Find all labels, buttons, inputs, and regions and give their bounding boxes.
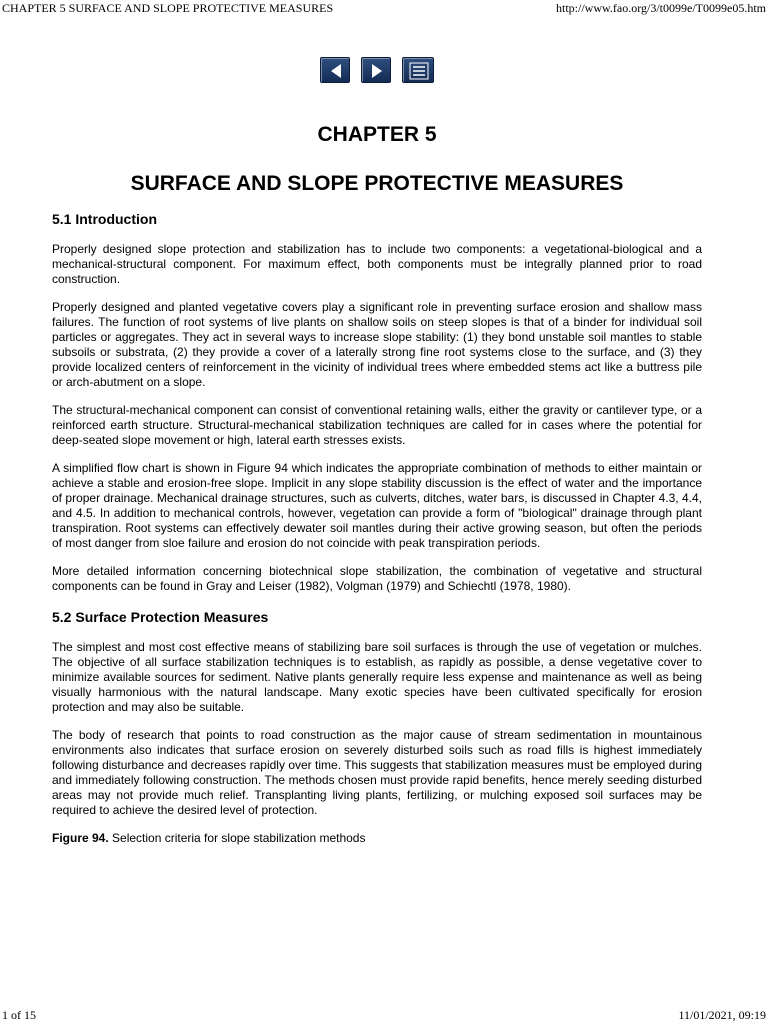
chapter-title: SURFACE AND SLOPE PROTECTIVE MEASURES: [130, 172, 624, 195]
section-heading-surface-protection: 5.2 Surface Protection Measures: [52, 609, 269, 625]
arrow-left-icon: [321, 58, 351, 84]
paragraph: The simplest and most cost effective means of stabilizing bare soil surfaces is through the use of vegetation or mulches. The objective of all surface stabilization techniques is to establish, as rapidly as possible, a dense vegetative cover to minimize available sources for sediment. Native plants generally require less expense and maintenance as well as being visually harmonious with the natural landscape. Many exotic species have been cultivated specifically for erosion protection and may also be suitable.: [52, 640, 702, 714]
document-body: [52, 120, 702, 846]
paragraph: The structural-mechanical component can consist of conventional retaining walls, either the gravity or cantilever type, or a reinforced earth structure. Structural-mechanical stabilization techniques are called for in cases where the potential for deep-seated slope movement or high, lateral earth stresses exists.: [52, 403, 702, 447]
table-of-contents-button[interactable]: [402, 57, 434, 83]
paragraph: Properly designed slope protection and stabilization has to include two components: a vegetational-biological and a mechanical-structural component. For maximum effect, both components must be integrally planned prior to road construction.: [52, 242, 702, 286]
page-navigation: [320, 57, 436, 83]
figure-caption: [52, 831, 702, 846]
print-header-url[interactable]: http://www.fao.org/3/t0099e/T0099e05.htm: [556, 1, 766, 15]
next-page-button[interactable]: [361, 57, 391, 83]
paragraph: A simplified flow chart is shown in Figure 94 which indicates the appropriate combination of methods to either maintain or achieve a stable and erosion-free slope. Implicit in any slope stability discussion is the effect of water and the importance of proper drainage. Mechanical drainage structures, such as culverts, ditches, water bars, is discussed in Chapter 4.3, 4.4, and 4.5. In addition to mechanical controls, however, vegetation can provide a form of "biological" drainage through plant transpiration. Root systems can effectively dewater soil mantles during their active growing season, but often the periods of most danger from sloe failure and erosion do not coincide with peak transpiration periods.: [52, 461, 702, 550]
print-footer: [2, 1008, 766, 1022]
paragraph: Properly designed and planted vegetative covers play a significant role in preventing surface erosion and shallow mass failures. The function of root systems of live plants on shallow soils on steep slopes is that of a binder for individual soil particles or aggregates. They act in several ways to increase slope stability: (1) they bond unstable soil mantles to stable subsoils or substrata, (2) they provide a cover of a laterally strong fine root systems close to the surface, and (3) they provide localized centers of reinforcement in the vicinity of individual trees where embedded stems act like a buttress pile or arch-abutment on a slope.: [52, 300, 702, 389]
paragraph: More detailed information concerning biotechnical slope stabilization, the combination of vegetative and structural components can be found in Gray and Leiser (1982), Volgman (1979) and Schiechtl (1978, 1980).: [52, 564, 702, 593]
previous-page-button[interactable]: [320, 57, 350, 83]
figure-label: Figure 94.: [52, 831, 109, 845]
print-header: [2, 1, 766, 15]
print-header-title: CHAPTER 5 SURFACE AND SLOPE PROTECTIVE MEASURES: [2, 1, 334, 15]
arrow-right-icon: [362, 58, 392, 84]
print-datetime: 11/01/2021, 09:19: [678, 1008, 766, 1022]
paragraph: The body of research that points to road construction as the major cause of stream sedimentation in mountainous environments also indicates that surface erosion on severely disturbed soils such as road fills is highest immediately following disturbance and decreases rapidly over time. This suggests that stabilization measures must be employed during and immediately following construction. The methods chosen must provide rapid benefits, hence merely seeding disturbed areas may not provide much relief. Transplanting living plants, fertilizing, or mulching exposed soil surfaces may be required to achieve the desired level of protection.: [52, 728, 702, 817]
table-of-contents-icon: [403, 58, 435, 84]
page-counter: 1 of 15: [2, 1008, 36, 1022]
section-heading-introduction: 5.1 Introduction: [52, 211, 157, 227]
figure-caption-text: Selection criteria for slope stabilization methods: [108, 831, 366, 845]
chapter-number: CHAPTER 5: [317, 123, 437, 146]
